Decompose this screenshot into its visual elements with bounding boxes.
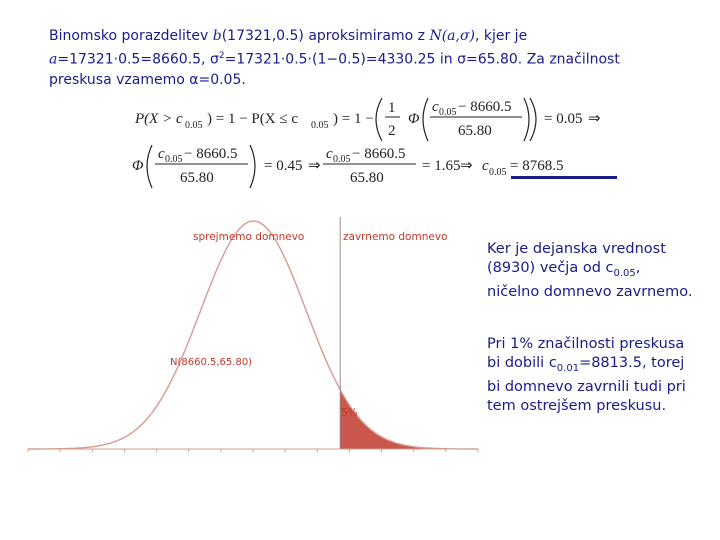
conclusion-text: , (635, 260, 641, 276)
formula2-frac-num: c (158, 146, 165, 162)
formula1-frac-num-rest: − 8660.5 (458, 99, 512, 115)
strict-sub: 0.01 (556, 362, 580, 374)
formula1-sub2: 0.05 (311, 120, 329, 131)
formula1-phi: Φ (408, 111, 420, 127)
intro-text: Binomsko porazdelitev (49, 28, 213, 44)
formula1-half-num: 1 (388, 100, 396, 116)
conclusion-line: ničelno domnevo zavrnemo. (487, 283, 693, 300)
formula2-frac2-num-rest: − 8660.5 (352, 146, 406, 162)
intro-line-3: preskusa vzamemo α=0.05. (49, 71, 246, 88)
formula2-frac2-num: c (326, 146, 333, 162)
formula2-result-eq: = 8768.5 (510, 158, 564, 174)
formula2-frac-den: 65.80 (180, 170, 214, 186)
formula1-eq: = 0.05 (544, 111, 583, 127)
strict-line: bi domnevo zavrnili tudi pri (487, 378, 686, 395)
formula2-frac2-sub: 0.05 (333, 154, 351, 165)
distribution-label: N(8660.5,65.80) (170, 357, 253, 368)
intro-text: (17321,0.5) aproksimiramo z (221, 28, 430, 44)
formula2-frac-num-rest: − 8660.5 (184, 146, 238, 162)
intro-text: , kjer je (474, 28, 528, 44)
formula1-frac-sub: 0.05 (439, 107, 457, 118)
formula2-eq2: = 1.65 (422, 158, 461, 174)
formula1-frac-num: c (432, 99, 439, 115)
reject-label: zavrnemo domnevo (343, 231, 448, 243)
normal-distribution-chart (23, 209, 483, 505)
strict-line: tem ostrejšem preskusu. (487, 397, 667, 414)
conclusion-line (487, 259, 717, 283)
formula1-half-den: 2 (388, 123, 396, 139)
intro-paragraph (49, 26, 709, 90)
intro-line-2 (49, 46, 709, 70)
intro-text: =17321·0.5·(1−0.5)=4330.25 in σ=65.80. Za značilnost (224, 51, 620, 68)
intro-fn: b (212, 28, 222, 44)
intro-normal: N(a,σ) (429, 28, 475, 44)
formula1-frac-den: 65.80 (458, 123, 492, 139)
formula2-result-c: c (482, 158, 489, 174)
intro-line-1 (49, 26, 709, 46)
conclusion-paragraph (487, 240, 717, 302)
formula2-frac-sub: 0.05 (165, 154, 183, 165)
conclusion-sub: 0.05 (613, 267, 636, 279)
strict-line (487, 354, 717, 378)
formula1-sub: 0.05 (185, 120, 203, 131)
formula2-eq1: = 0.45 (264, 158, 303, 174)
formula2-arrow2: ⇒ (460, 158, 473, 174)
formula1-lhs: P(X > c (135, 111, 183, 127)
strict-text: bi dobili c (487, 355, 557, 371)
intro-text: =17321·0.5=8660.5, σ (57, 51, 219, 68)
formula2-arrow1: ⇒ (308, 158, 321, 174)
formula1-arrow: ⇒ (588, 111, 601, 127)
conclusion-text: (8930) večja od c (487, 260, 614, 276)
formula2-phi: Φ (132, 158, 144, 174)
tail-percent-label: 5% (341, 407, 358, 419)
formula1-mid: ) = 1 − P(X ≤ c (207, 111, 298, 127)
conclusion-line: Ker je dejanska vrednost (487, 241, 666, 257)
strict-test-paragraph (487, 335, 717, 416)
formula2-result-sub: 0.05 (489, 167, 507, 178)
intro-a: a (49, 51, 58, 68)
intro-sup: 2 (218, 51, 225, 61)
strict-text: =8813.5, torej (579, 355, 685, 371)
formula-1 (130, 95, 610, 145)
formula-2 (130, 142, 610, 190)
formula2-frac2-den: 65.80 (350, 170, 384, 186)
formula1-mid-end: ) = 1 − (333, 111, 374, 127)
accept-label: sprejmemo domnevo (193, 231, 305, 243)
density-curve (28, 221, 478, 449)
result-underline (511, 176, 617, 179)
strict-line: Pri 1% značilnosti preskusa (487, 336, 685, 352)
